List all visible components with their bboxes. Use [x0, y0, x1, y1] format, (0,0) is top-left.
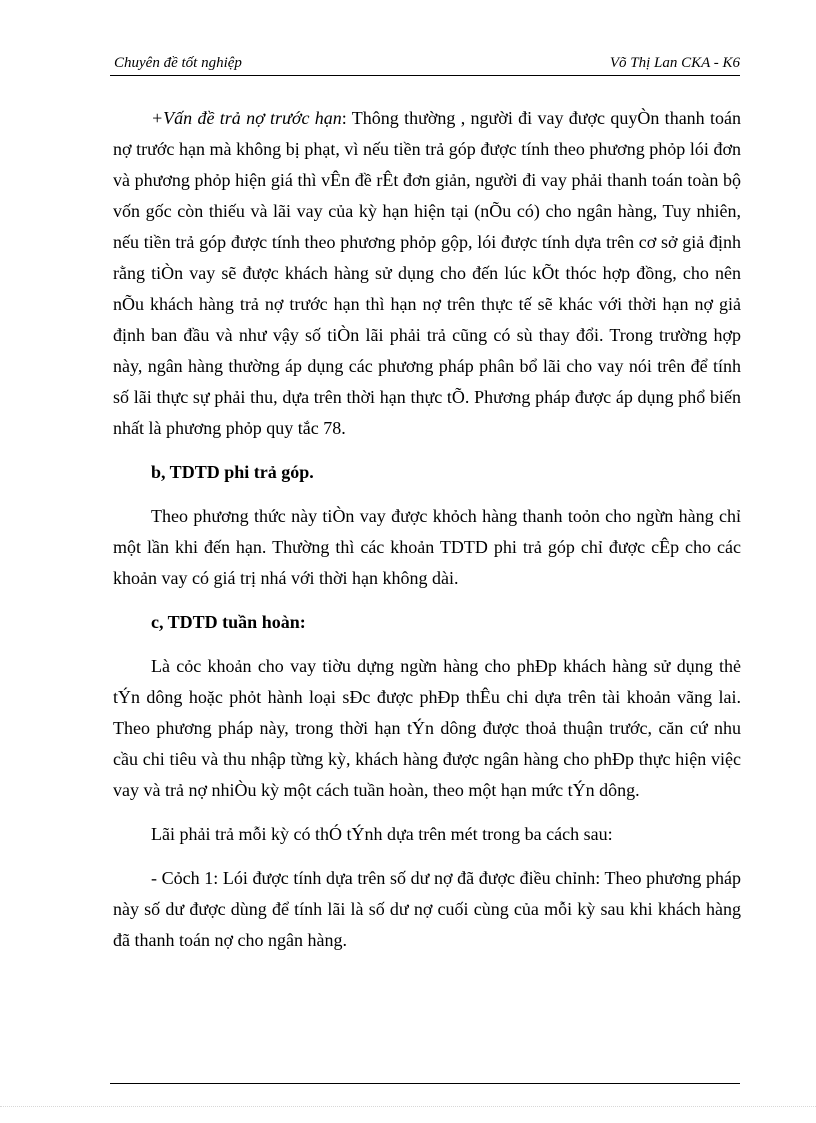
paragraph-interest-methods: Lãi phải trả mỗi kỳ có thÓ tÝnh dựa trên mét trong ba cách sau: — [151, 824, 613, 844]
footer-rule — [110, 1083, 740, 1084]
paragraph-prepayment — [113, 103, 741, 444]
paragraph-method-1: - Cỏch 1: Lói được tính dựa trên số dư nợ đã được điều chỉnh: Theo phương pháp này số dư được dùng để tính lãi là số dư nợ cuối cùng của mỗi kỳ sau khi khách hàng đã thanh toán nợ cho ngân hàng. — [113, 868, 741, 950]
header-right-author: Võ Thị Lan CKA - K6 — [609, 55, 740, 71]
paragraph-revolving: Là cỏc khoản cho vay tiờu dựng ngừn hàng cho phÐp khách hàng sử dụng thẻ tÝn dông hoặc phỏt hành loại sÐc được phÐp thÊu chi dựa trên tài khoản vãng lai. Theo phương pháp này, trong thời hạn tÝn dông được thoả thuận trước, căn cứ nhu cầu chi tiêu và thu nhập từng kỳ, khách hàng được ngân hàng cho phÐp thực hiện việc vay và trả nợ nhiÒu kỳ một cách tuần hoàn, theo một hạn mức tÝn dông. — [113, 656, 741, 800]
section-heading-b: b, TDTD phi trả góp. — [151, 462, 314, 482]
paragraph-lead-italic: +Vấn đề trả nợ trước hạn — [151, 108, 342, 128]
section-heading-c: c, TDTD tuần hoàn: — [151, 612, 306, 632]
page-edge-dotted-line — [0, 1106, 816, 1107]
page-header — [110, 52, 740, 74]
header-left-title: Chuyên đề tốt nghiệp — [114, 55, 242, 71]
document-body — [113, 103, 741, 956]
paragraph-text: : Thông thường , người đi vay được quyÒn thanh toán nợ trước hạn mà không bị phạt, vì nếu tiền trả góp được tính theo phương phỏp lói đơn và phương phỏp hiện giá thì vÊn đề rÊt đơn giản, người đi vay phải thanh toán toàn bộ vốn gốc còn thiếu và lãi vay của kỳ hạn hiện tại (nÕu có) cho ngân hàng, Tuy nhiên, nếu tiền trả góp được tính theo phương phỏp gộp, lói được tính dựa trên cơ sở giả định rằng tiÒn vay sẽ được khách hàng sử dụng cho đến lúc kÕt thóc hợp đồng, cho nên nÕu khách hàng trả nợ trước hạn thì hạn nợ trên thực tế sẽ khác với thời hạn nợ giả định ban đầu và như vậy số tiÒn lãi phải trả cũng có sù thay đổi. Trong trường hợp này, ngân hàng thường áp dụng các phương pháp phân bổ lãi cho vay nói trên để tính số lãi thực sự phải thu, dựa trên thời hạn thực tÕ. Phương pháp được áp dụng phổ biến nhất là phương phỏp quy tắc 78. — [113, 108, 741, 438]
header-rule — [110, 75, 740, 76]
paragraph-non-installment: Theo phương thức này tiÒn vay được khỏch hàng thanh toỏn cho ngừn hàng chỉ một lần khi đến hạn. Thường thì các khoản TDTD phi trả góp chỉ được cÊp cho các khoản vay có giá trị nhá với thời hạn không dài. — [113, 506, 741, 588]
